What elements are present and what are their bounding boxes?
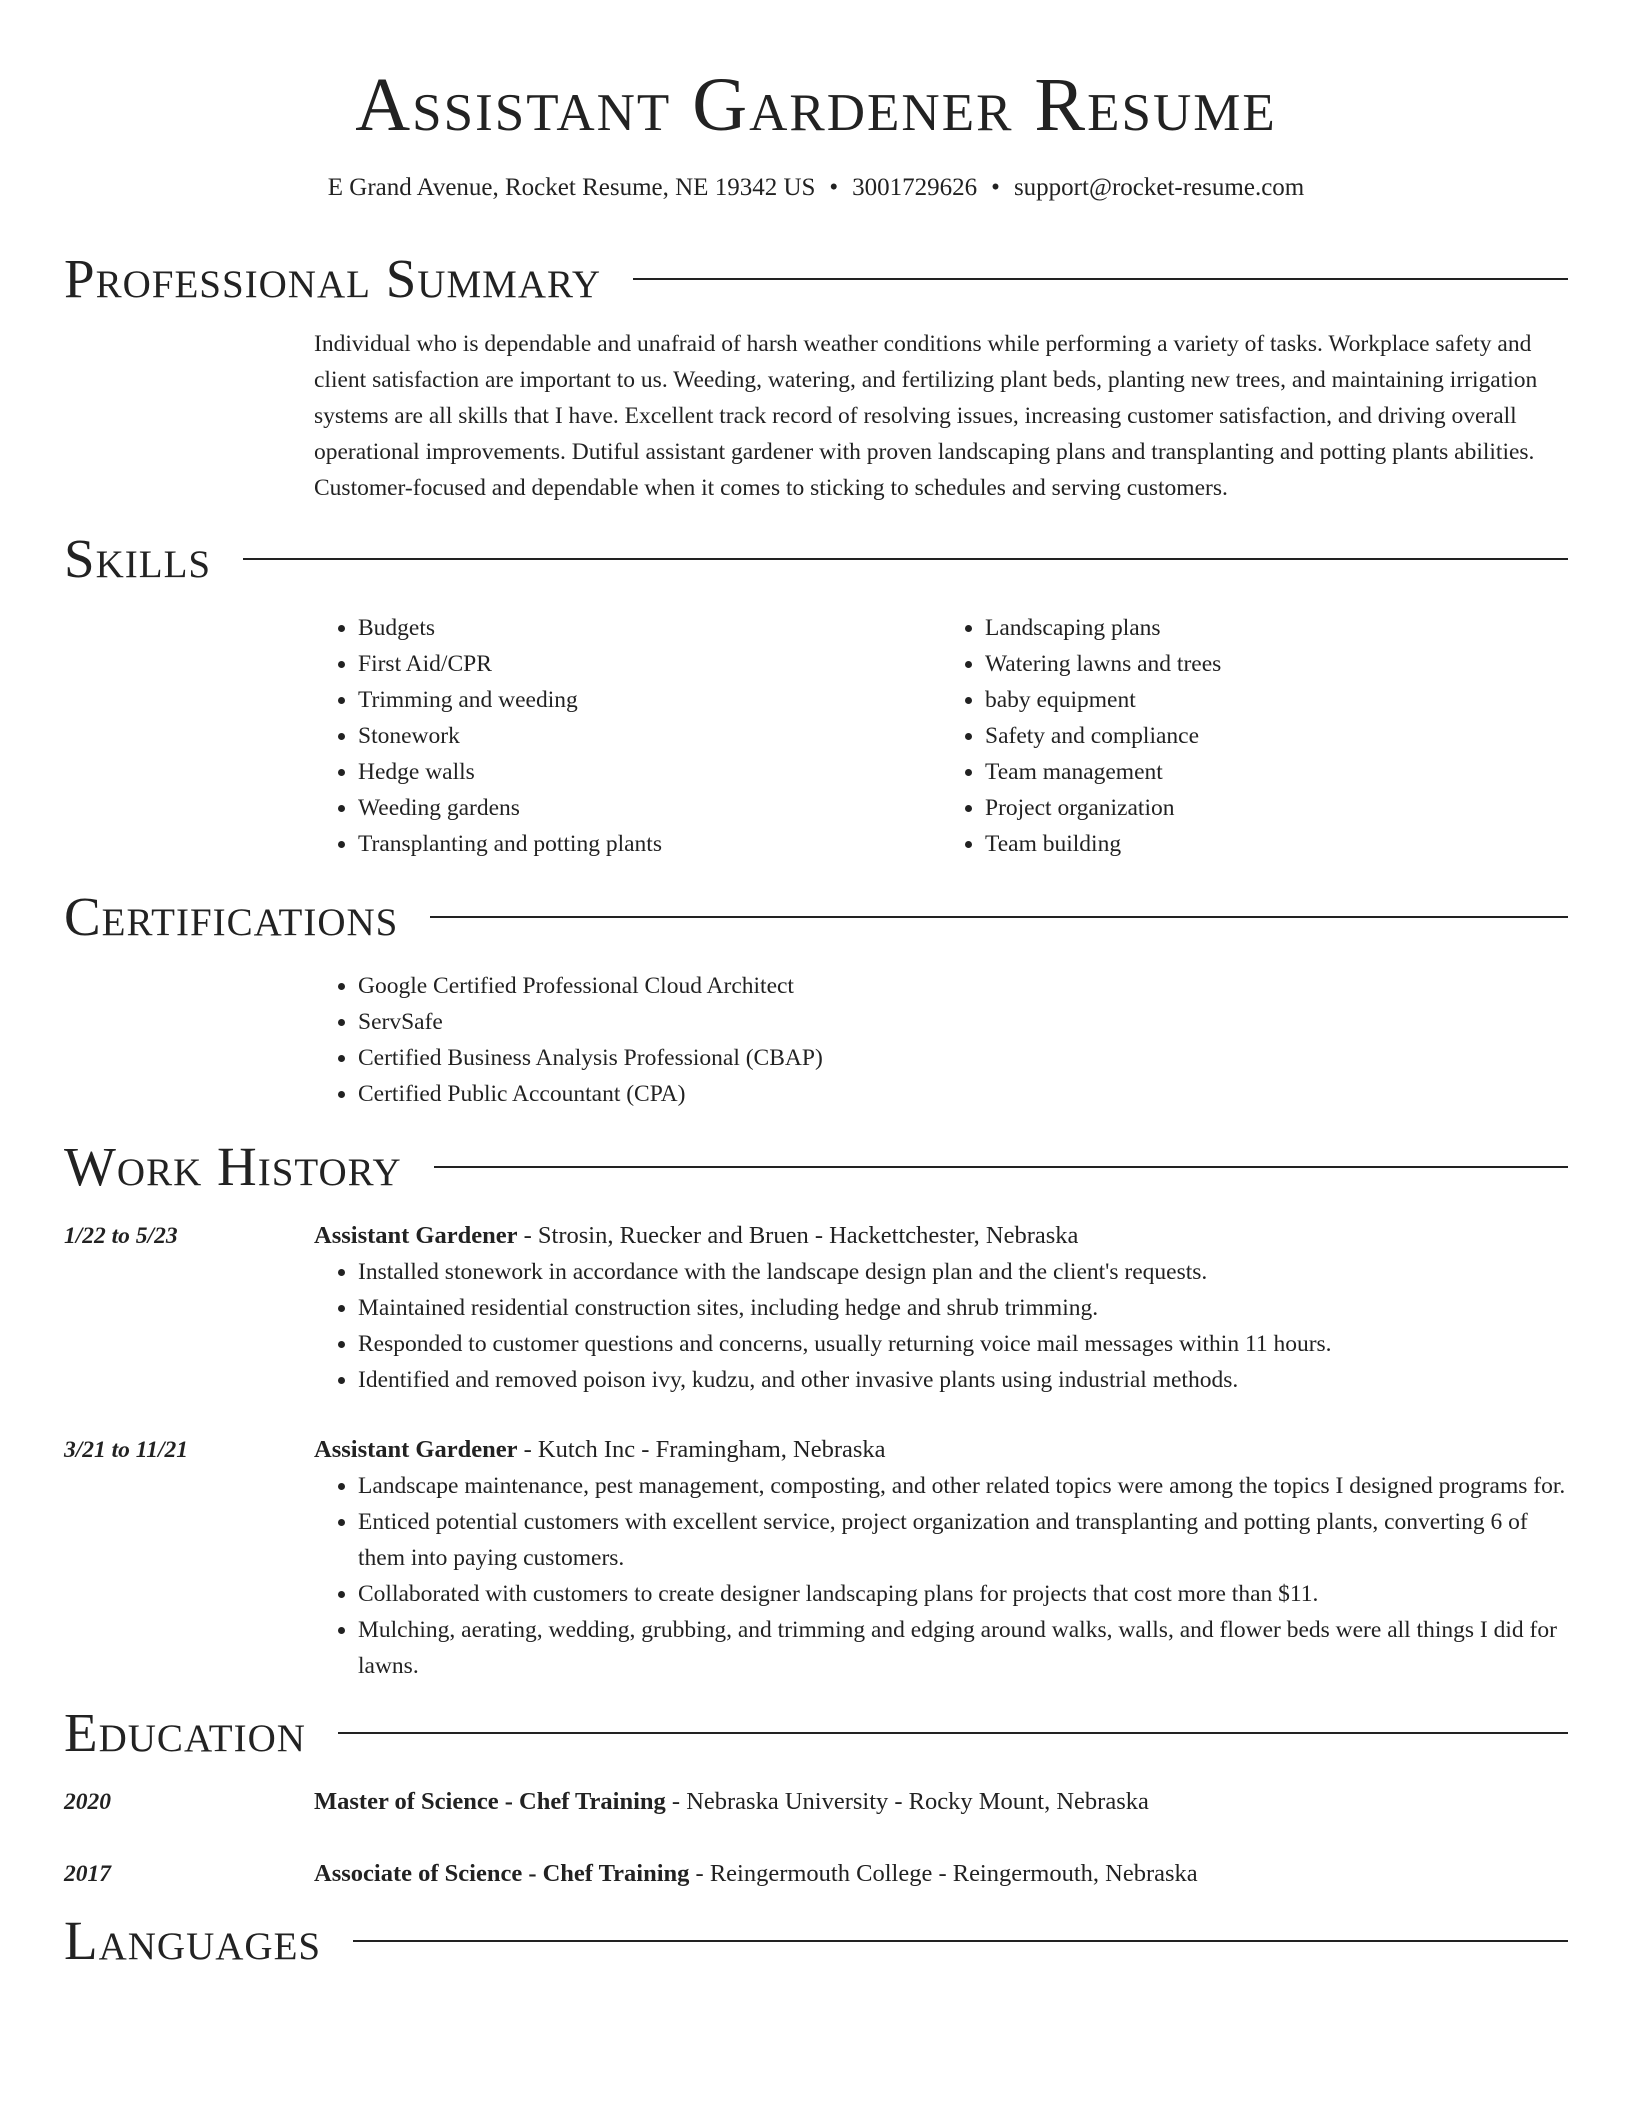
job-employer: - Strosin, Ruecker and Bruen - Hackettchester, Nebraska: [517, 1222, 1079, 1249]
education-year: 2020: [64, 1789, 111, 1815]
education-section: [64, 1698, 1568, 1892]
job-employer: - Kutch Inc - Framingham, Nebraska: [517, 1436, 886, 1463]
summary-header: [64, 244, 1568, 314]
education-year: 2017: [64, 1861, 111, 1887]
certification-item: • Certified Public Accountant (CPA): [358, 1076, 1568, 1112]
education-entry: [64, 1856, 1568, 1892]
contact-separator: •: [991, 174, 1000, 201]
skill-item: • baby equipment: [985, 682, 1568, 718]
section-divider: [353, 1940, 1568, 1942]
summary-section: [64, 244, 1568, 506]
section-title-work-history: Work History: [64, 1136, 402, 1197]
job-dates: 3/21 to 11/21: [64, 1437, 189, 1463]
job-bullet: • Mulching, aerating, wedding, grubbing, and trimming and edging around walks, walls, and flower beds were all things I did for lawns.: [358, 1612, 1568, 1684]
job-dates: 1/22 to 5/23: [64, 1223, 178, 1249]
section-title-skills: Skills: [64, 528, 212, 589]
job-bullets: [314, 1254, 1568, 1398]
certifications-list: [314, 968, 1568, 1112]
skill-item: • Watering lawns and trees: [985, 646, 1568, 682]
education-entry: [64, 1784, 1568, 1820]
skill-item: • Team building: [985, 826, 1568, 862]
education-school: - Reingermouth College - Reingermouth, Nebraska: [689, 1860, 1198, 1887]
skills-header: [64, 524, 1568, 594]
section-divider: [430, 916, 1568, 918]
education-details: [314, 1784, 1568, 1820]
summary-text: Individual who is dependable and unafraid of harsh weather conditions while performing a variety of tasks. Workplace safety and client satisfaction are important to us. Weeding, watering, and fertilizing plant beds, planting new trees, and maintaining irrigation systems are all skills that I have. Excellent track record of resolving issues, increasing customer satisfaction, and driving overall operational improvements. Dutiful assistant gardener with proven landscaping plans and transplanting and potting plants abilities. Customer-focused and dependable when it comes to sticking to schedules and serving customers.: [314, 331, 1538, 501]
job-position: Assistant Gardener: [314, 1436, 518, 1463]
summary-content: [314, 326, 1568, 506]
section-divider: [633, 278, 1568, 280]
education-header: [64, 1698, 1568, 1768]
job-bullets: [314, 1468, 1568, 1684]
job-bullet: • Responded to customer questions and concerns, usually returning voice mail messages within 11 hours.: [358, 1326, 1568, 1362]
job-bullet: • Maintained residential construction sites, including hedge and shrub trimming.: [358, 1290, 1568, 1326]
skill-item: • Hedge walls: [358, 754, 941, 790]
certifications-header: [64, 882, 1568, 952]
contact-email: support@rocket-resume.com: [1013, 174, 1305, 201]
work-history-section: [64, 1132, 1568, 1684]
education-degree: Associate of Science - Chef Training: [314, 1860, 690, 1887]
job-details: [314, 1432, 1568, 1684]
certifications-section: [64, 882, 1568, 1112]
contact-phone: 3001729626: [852, 174, 978, 201]
work-history-header: [64, 1132, 1568, 1202]
job-position: Assistant Gardener: [314, 1222, 518, 1249]
job-heading: [314, 1432, 1568, 1468]
contact-separator: •: [829, 174, 839, 201]
skill-item: • Safety and compliance: [985, 718, 1568, 754]
section-title-education: Education: [64, 1702, 306, 1763]
job-bullet: • Installed stonework in accordance with the landscape design plan and the client's requests.: [358, 1254, 1568, 1290]
resume-title: Assistant Gardener Resume: [355, 63, 1277, 147]
education-details: [314, 1856, 1568, 1892]
section-title-summary: Professional Summary: [64, 248, 602, 309]
skill-item: • Trimming and weeding: [358, 682, 941, 718]
job-bullet: • Landscape maintenance, pest management, composting, and other related topics were among the topics I designed programs for.: [358, 1468, 1568, 1504]
section-title-languages: Languages: [64, 1910, 322, 1971]
skills-section: [64, 524, 1568, 862]
skill-item: • Stonework: [358, 718, 941, 754]
education-degree: Master of Science - Chef Training: [314, 1788, 666, 1815]
skill-item: • Team management: [985, 754, 1568, 790]
section-divider: [338, 1732, 1568, 1734]
certification-item: • Google Certified Professional Cloud Architect: [358, 968, 1568, 1004]
certification-item: • Certified Business Analysis Professional (CBAP): [358, 1040, 1568, 1076]
contact-line: [64, 172, 1568, 204]
certification-item: • ServSafe: [358, 1004, 1568, 1040]
skill-item: • Budgets: [358, 610, 941, 646]
education-school: - Nebraska University - Rocky Mount, Nebraska: [665, 1788, 1149, 1815]
job-entry: [64, 1432, 1568, 1684]
section-divider: [243, 558, 1568, 560]
job-bullet: • Collaborated with customers to create designer landscaping plans for projects that cost more than $11.: [358, 1576, 1568, 1612]
skill-item: • Landscaping plans: [985, 610, 1568, 646]
skill-item: • First Aid/CPR: [358, 646, 941, 682]
skills-column-left: [314, 610, 941, 862]
skill-item: • Transplanting and potting plants: [358, 826, 941, 862]
skills-list: [314, 610, 1568, 862]
skill-item: • Project organization: [985, 790, 1568, 826]
job-bullet: • Identified and removed poison ivy, kudzu, and other invasive plants using industrial methods.: [358, 1362, 1568, 1398]
job-heading: [314, 1218, 1568, 1254]
languages-header: [64, 1906, 1568, 1976]
job-bullet: • Enticed potential customers with excellent service, project organization and transplanting and potting plants, converting 6 of them into paying customers.: [358, 1504, 1568, 1576]
job-details: [314, 1218, 1568, 1398]
section-title-certifications: Certifications: [64, 886, 399, 947]
job-entry: [64, 1218, 1568, 1398]
contact-address: E Grand Avenue, Rocket Resume, NE 19342 US: [327, 174, 816, 201]
skill-item: • Weeding gardens: [358, 790, 941, 826]
certifications-bullets: [314, 968, 1568, 1112]
languages-section: [64, 1906, 1568, 1976]
skills-column-right: [941, 610, 1568, 862]
section-divider: [434, 1166, 1568, 1168]
